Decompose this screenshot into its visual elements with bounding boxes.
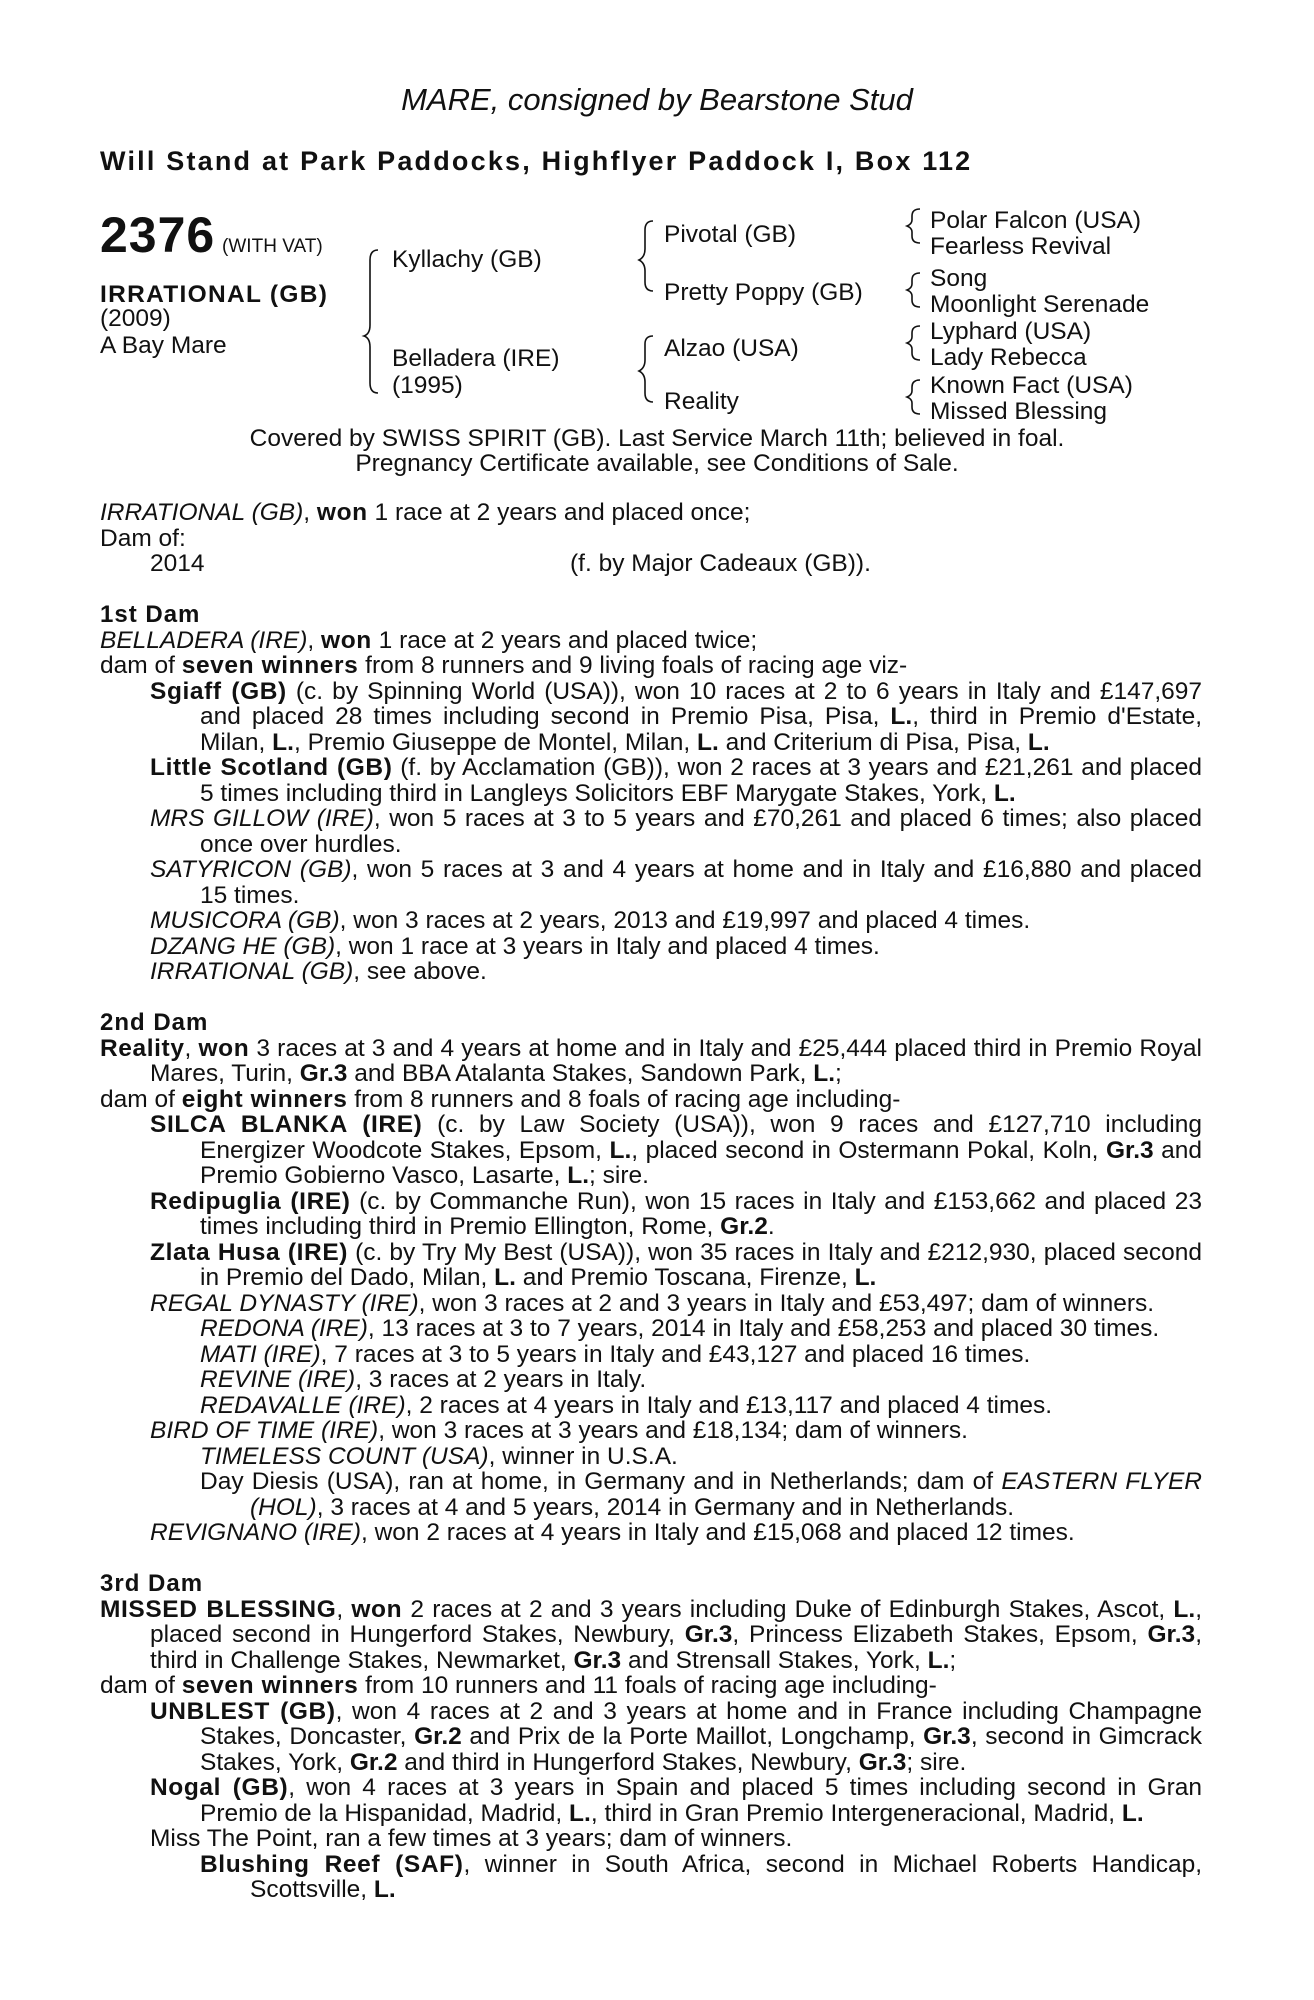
first-dam-entry-5 [100,908,1202,934]
third-dam-entry-3 [100,1826,1202,1852]
entry-text: 2 races at 2 and 3 years including Duke of Edinburgh Stakes, Ascot, [402,1595,1174,1623]
entry-text: , third in Gran Premio Intergeneracional, Madrid, [590,1799,1122,1827]
entry-text: ; [835,1060,842,1087]
produce-year: 2014 [150,550,205,577]
second-dam-entry-4d [100,1393,1202,1419]
entry-text: , third in Premio d'Estate, Milan, [200,703,1203,756]
entry-name: UNBLEST (GB) [150,1697,336,1725]
group-mark: Gr.3 [299,1060,348,1087]
entry-text: Day Diesis (USA), ran at home, in Germany and in Netherlands; dam of [200,1468,1002,1495]
second-dam-won: won [198,1034,250,1062]
bracket-dd [907,380,920,414]
entry-text: , see above. [353,958,487,985]
listed-mark: L. [567,1162,590,1189]
second-dam-line [100,1036,1202,1087]
entry-name: MUSICORA (GB) [150,907,340,934]
entry-text: and Strensall Stakes, York, [621,1646,928,1674]
bracket-ds [907,326,920,360]
entry-text: , won 3 races at 2 years, 2013 and £19,997 and placed 4 times. [339,907,1031,934]
listed-mark: L. [813,1060,836,1087]
second-dam-entry-6 [100,1520,1202,1546]
third-dam-entry-3a [100,1852,1202,1903]
entry-name: REDAVALLE (IRE) [200,1391,406,1419]
dd-dam: Missed Blessing [930,398,1108,425]
listed-mark: L. [1027,728,1050,756]
entry-name: SATYRICON (GB) [150,856,352,883]
entry-name: Zlata Husa (IRE) [150,1238,349,1266]
listed-mark: L. [697,728,719,756]
ds-sire: Lyphard (USA) [930,318,1092,345]
pedigree-block [0,0,1314,480]
entry-text: , Princess Elizabeth Stakes, Epsom, [732,1621,1148,1648]
entry-text: and Prix de la Porte Maillot, Longchamp, [461,1723,924,1750]
bracket-gen1 [364,250,378,393]
entry-name: MATI (IRE) [200,1340,321,1368]
entry-name: REDONA (IRE) [200,1315,368,1342]
dam-of-label: Dam of: [100,524,186,552]
entry-name: REGAL DYNASTY (IRE) [150,1289,419,1317]
first-dam-name: BELLADERA (IRE) [100,626,308,654]
vat-note: (WITH VAT) [222,236,323,257]
entry-text: (c. by Law Society (USA)), won 9 races and £127,710 including Energizer Woodcote Stakes, Epsom, [200,1111,1202,1164]
first-dam-entry-2 [100,755,1202,806]
entry-text: , 3 races at 4 and 5 years, 2014 in Germany and in Netherlands. [316,1493,1014,1521]
third-dam-entry-2 [100,1775,1202,1826]
second-dam-entry-4b [100,1342,1202,1368]
third-dam-heading: 3rd Dam [100,1570,204,1597]
first-dam-winners: seven winners [181,652,359,679]
entry-name: Blushing Reef (SAF) [200,1850,464,1878]
second-dam-winners: eight winners [181,1085,348,1113]
third-dam-sep: , [336,1595,352,1623]
group-mark: Gr.3 [573,1646,622,1674]
second-dam-entry-1 [100,1112,1202,1189]
dam: Belladera (IRE) [392,345,560,372]
group-mark: Gr.3 [1147,1621,1196,1648]
third-dam-entry-1 [100,1699,1202,1776]
first-dam-record: 1 race at 2 years and placed twice; [371,626,758,654]
entry-text: , winner in South Africa, second in Michael Roberts Handicap, Scottsville, [250,1850,1202,1903]
bracket-dam [639,336,653,402]
entry-text: , winner in U.S.A. [488,1442,678,1470]
bracket-sd [907,273,920,307]
second-dam-entry-5 [100,1418,1202,1444]
entry-name: Redipuglia (IRE) [150,1187,351,1215]
entry-text: , won 1 race at 3 years in Italy and placed 4 times. [335,932,880,960]
second-dam-entry-3 [100,1240,1202,1291]
third-dam-name: MISSED BLESSING [100,1595,337,1623]
entry-text: and BBA Atalanta Stakes, Sandown Park, [347,1060,814,1087]
sire-dam: Pretty Poppy (GB) [664,279,863,306]
entry-text: , won 5 races at 3 to 5 years and £70,261 and placed 6 times; also placed once over hurdles. [200,805,1203,858]
entry-name: SILCA BLANKA (IRE) [150,1111,423,1138]
entry-text: , Premio Giuseppe de Montel, Milan, [293,728,698,756]
second-dam-summary [100,1087,1202,1113]
listed-mark: L. [272,728,294,756]
intro-name: IRRATIONAL (GB) [100,499,304,526]
third-dam-winners: seven winners [181,1672,359,1699]
entry-name: REVIGNANO (IRE) [150,1519,361,1546]
second-dam-entry-4c [100,1367,1202,1393]
sd-sire: Song [930,265,988,292]
listed-mark: L. [569,1799,591,1827]
listed-mark: L. [1121,1799,1144,1827]
group-mark: Gr.3 [858,1748,907,1776]
third-dam-line [100,1597,1202,1674]
produce-desc: (f. by Major Cadeaux (GB)). [570,550,871,577]
second-dam-name: Reality [100,1034,185,1062]
pedigree-brackets [0,0,1314,480]
listed-mark: L. [927,1646,950,1674]
listed-mark: L. [494,1264,516,1291]
entry-name: REVINE (IRE) [200,1366,356,1393]
sire: Kyllachy (GB) [392,246,542,273]
first-dam-summary-a: dam of [100,652,182,679]
entry-name: MRS GILLOW (IRE) [150,805,374,832]
group-mark: Gr.2 [349,1748,398,1776]
entry-text: ; [949,1646,957,1674]
entry-name: Nogal (GB) [150,1774,289,1801]
group-mark: Gr.3 [923,1723,971,1750]
first-dam-summary [100,653,1202,679]
dam-dam: Reality [664,388,739,415]
produce-row [100,551,1202,577]
entry-name: Sgiaff (GB) [150,677,287,705]
second-dam-entry-5a [100,1444,1202,1470]
entry-text: 3 races at 3 and 4 years at home and in Italy and £25,444 placed third in Premio Royal Mares, Turin, [150,1034,1202,1087]
ss-sire: Polar Falcon (USA) [930,207,1142,234]
second-dam-entry-4 [100,1291,1202,1317]
horse-intro: IRRATIONAL (GB), won 1 race at 2 years and placed once; [100,499,751,526]
bracket-ss [907,209,920,243]
first-dam-entry-4 [100,857,1202,908]
entry-text: , won 2 races at 4 years in Italy and £15,068 and placed 12 times. [361,1519,1075,1546]
third-dam-summary [100,1673,1202,1699]
listed-mark: L. [993,779,1016,807]
dd-sire: Known Fact (USA) [930,372,1133,399]
ss-dam: Fearless Revival [930,233,1112,260]
lot-number: 2376 [100,207,216,263]
entry-text: , won 4 races at 2 and 3 years at home and in France including Champagne Stakes, Doncaster, [200,1697,1202,1750]
entry-text: and Premio Toscana, Firenze, [515,1264,855,1291]
entry-text: , placed second in Hungerford Stakes, Newbury, [150,1595,1202,1648]
third-dam-won: won [351,1595,403,1623]
consignor-title: MARE, consigned by Bearstone Stud [401,82,913,117]
listed-mark: L. [890,703,913,730]
entry-text: Miss The Point, ran a few times at 3 years; dam of winners. [150,1825,793,1852]
stabling-location: Will Stand at Park Paddocks, Highflyer Paddock I, Box 112 [100,146,973,176]
sire-sire: Pivotal (GB) [664,221,797,248]
entry-text: (c. by Commanche Run), won 15 races in Italy and £153,662 and placed 23 times including third in Premio Ellington, Rome, [200,1187,1202,1240]
bracket-sire [639,221,653,291]
entry-text: , 7 races at 3 to 5 years in Italy and £43,127 and placed 16 times. [320,1340,1031,1368]
entry-text: ; sire. [589,1162,649,1189]
dam-sire: Alzao (USA) [664,335,799,362]
horse-description: A Bay Mare [100,332,227,359]
summary-c: from 10 runners and 11 foals of racing age including- [358,1672,937,1699]
entry-text: and third in Hungerford Stakes, Newbury, [397,1748,859,1776]
group-mark: Gr.2 [720,1213,768,1240]
covered-line: Covered by SWISS SPIRIT (GB). Last Service March 11th; believed in foal. [249,425,1065,452]
intro-rest: 1 race at 2 years and placed once; [367,499,751,526]
first-dam-entry-1 [100,679,1202,756]
second-dam-sep: , [184,1034,199,1062]
entry-name: EASTERN FLYER (HOL) [250,1468,1202,1521]
entry-text: , 3 races at 2 years in Italy. [355,1366,647,1393]
sd-dam: Moonlight Serenade [930,291,1150,318]
intro-won: won [316,499,368,526]
second-dam-entry-4a [100,1316,1202,1342]
entry-name: DZANG HE (GB) [150,932,336,960]
entry-text: , won 5 races at 3 and 4 years at home and in Italy and £16,880 and placed 15 times. [200,856,1202,909]
second-dam-entry-5b [100,1469,1202,1520]
first-dam-won: won [321,626,372,654]
entry-text: , placed second in Ostermann Pokal, Koln, [631,1136,1106,1164]
first-dam-summary-c: from 8 runners and 9 living foals of racing age viz- [358,652,908,679]
entry-name: TIMELESS COUNT (USA) [200,1442,489,1470]
entry-text: ; sire. [906,1748,967,1776]
entry-text: , 2 races at 4 years in Italy and £13,117 and placed 4 times. [405,1391,1053,1419]
summary-a: dam of [100,1672,182,1699]
entry-text: , second in Gimcrack Stakes, York, [200,1723,1203,1776]
listed-mark: L. [854,1264,877,1291]
group-mark: Gr.3 [684,1621,733,1648]
summary-a: dam of [100,1085,182,1113]
first-dam-line [100,628,1202,654]
entry-text: , won 3 races at 2 and 3 years in Italy and £53,497; dam of winners. [418,1289,1155,1317]
pedigree-notes [100,500,1202,1903]
listed-mark: L. [609,1136,632,1164]
entry-name: BIRD OF TIME (IRE) [150,1417,379,1444]
first-dam-entry-7 [100,959,1202,985]
first-dam-heading: 1st Dam [100,601,201,628]
dam-year: (1995) [392,372,463,399]
entry-text: . [767,1213,775,1240]
group-mark: Gr.3 [1105,1136,1154,1164]
entry-name: Little Scotland (GB) [150,754,393,781]
listed-mark: L. [373,1876,396,1903]
entry-text: , won 3 races at 3 years and £18,134; dam of winners. [378,1417,968,1444]
first-dam-entry-3 [100,806,1202,857]
listed-mark: L. [1173,1595,1196,1623]
entry-text: (f. by Acclamation (GB)), won 2 races at 3 years and £21,261 and placed 5 times including third in Langleys Solicitors EBF Marygate Stakes, York, [200,754,1202,807]
entry-text: (c. by Try My Best (USA)), won 35 races in Italy and £212,930, placed second in Premio del Dado, Milan, [200,1238,1202,1291]
horse-name: IRRATIONAL (GB) [100,281,329,308]
entry-text: (c. by Spinning World (USA)), won 10 races at 2 to 6 years in Italy and £147,697 and placed 28 times including second in Premio Pisa, Pisa, [200,677,1203,730]
first-dam-entry-6 [100,934,1202,960]
first-dam-sep: , [307,626,322,654]
horse-year: (2009) [100,305,171,332]
second-dam-heading: 2nd Dam [100,1009,209,1036]
ds-dam: Lady Rebecca [930,344,1087,371]
entry-text: , won 4 races at 3 years in Spain and placed 5 times including second in Gran Premio de la Hispanidad, Madrid, [200,1774,1202,1827]
entry-text: , 13 races at 3 to 7 years, 2014 in Italy and £58,253 and placed 30 times. [367,1315,1160,1342]
pregnancy-line: Pregnancy Certificate available, see Conditions of Sale. [355,450,959,477]
entry-text: and Criterium di Pisa, Pisa, [718,728,1028,756]
second-dam-entry-2 [100,1189,1202,1240]
entry-text: and Premio Gobierno Vasco, Lasarte, [200,1136,1203,1189]
summary-c: from 8 runners and 8 foals of racing age including- [347,1085,901,1113]
entry-name: IRRATIONAL (GB) [150,958,354,985]
entry-text: , third in Challenge Stakes, Newmarket, [150,1621,1202,1674]
group-mark: Gr.2 [414,1723,462,1750]
